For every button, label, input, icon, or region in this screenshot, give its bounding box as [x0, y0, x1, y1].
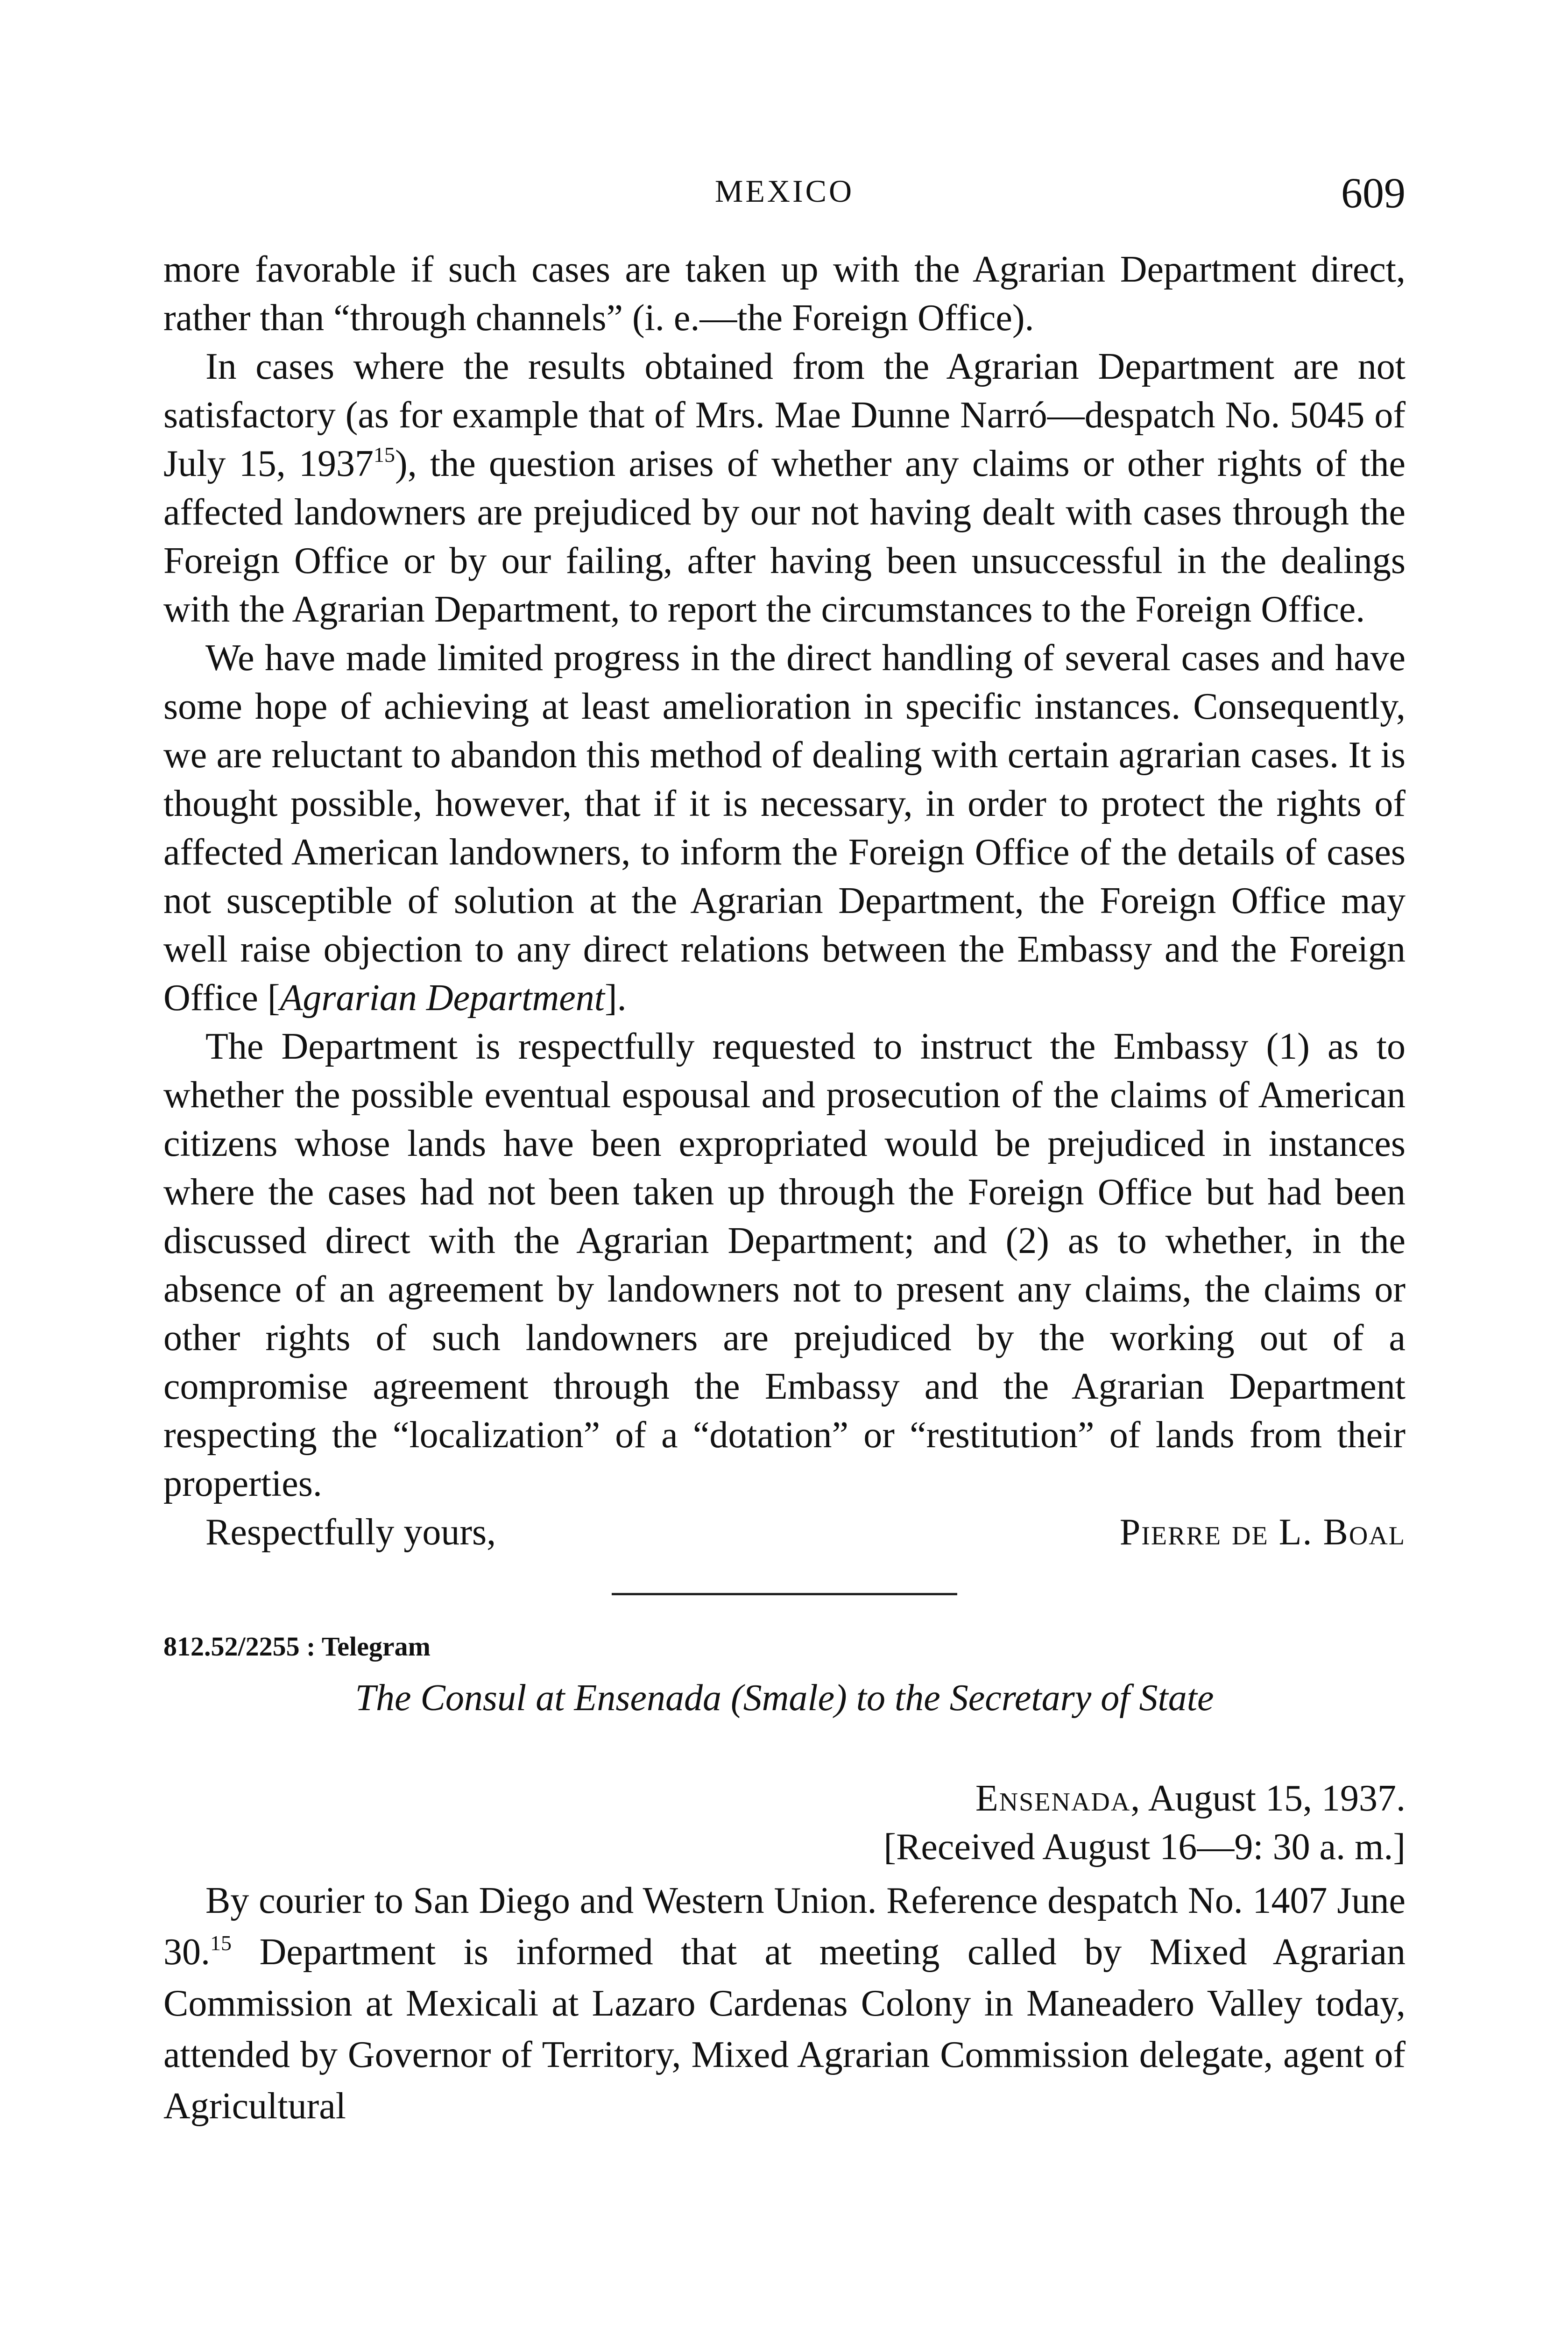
footnote-ref: 15	[374, 443, 396, 467]
paragraph-3	[163, 634, 1406, 1022]
main-text	[163, 245, 1406, 2132]
signer: Pierre de L. Boal	[1119, 1512, 1406, 1553]
closing: Respectfully yours,	[205, 1512, 496, 1553]
telegram-text-b: Department is informed that at meeting called by Mixed Agrarian Commission at Mexicali at Lazaro Cardenas Colony in Maneadero Valley today, attended by Governor of Territory, Mixed Agrarian Commission delegate, agent of Agricultural	[163, 1932, 1406, 2127]
paragraph-3-text-b: ].	[605, 977, 627, 1019]
file-reference: 812.52/2255 : Telegram	[163, 1631, 431, 1662]
dateline-date: August 15, 1937.	[1141, 1778, 1406, 1819]
page-number: 609	[1341, 169, 1406, 217]
paragraph-3-text-a: We have made limited progress in the direct handling of several cases and have some hope of achieving at least amelioration in specific instances. Consequently, we are reluctant to abandon this method of dealing with certain agrarian cases. It is thought possible, however, that if it is necessary, in order to protect the rights of affected American landowners, to inform the Foreign Office of the details of cases not susceptible of solution at the Agrarian Department, the Foreign Office may well raise objection to any direct relations between the Embassy and the Foreign Office [	[163, 637, 1406, 1019]
signoff	[163, 1508, 1406, 1557]
paragraph-4: The Department is respectfully requested to instruct the Embassy (1) as to whether the possible eventual espousal and prosecution of the claims of American citizens whose lands have been expropriated would be prejudiced in instances where the cases had not been taken up through the Foreign Office but had been discussed direct with the Agrarian Department; and (2) as to whether, in the absence of an agreement by landowners not to present any claims, the claims or other rights of such landowners are prejudiced by the working out of a compromise agreement through the Embassy and the Agrarian Department respecting the “localization” of a “dotation” or “restitution” of lands from their properties.	[163, 1026, 1406, 1504]
dateline	[163, 1774, 1406, 1823]
paragraph-2-text-b: ), the question arises of whether any claims or other rights of the affected landowners are prejudiced by our not having dealt with cases through the Foreign Office or by our failing, after having been unsuccessful in the dealings with the Agrarian Department, to report the circumstances to the Foreign Office.	[163, 443, 1406, 630]
document-title: The Consul at Ensenada (Smale) to the Secretary of State	[355, 1677, 1214, 1719]
telegram-text	[163, 1875, 1406, 2132]
paragraph-2-text-a: In cases where the results obtained from the Agrarian Department are not satisfactory (as for example that of Mrs. Mae Dunne Narró—despatch No. 5045 of July 15, 1937	[163, 346, 1406, 484]
paragraph-2	[163, 342, 1406, 634]
footnote-ref: 15	[210, 1931, 232, 1955]
page-header	[163, 168, 1406, 219]
paragraph-1: more favorable if such cases are taken up with the Agrarian Department direct, rather than “through channels” (i. e.—the Foreign Office).	[163, 249, 1406, 339]
dateline-place: Ensenada,	[975, 1778, 1141, 1819]
telegram-text-a: By courier to San Diego and Western Union. Reference despatch No. 1407 June 30.	[163, 1880, 1406, 1973]
bracketed-insertion: Agrarian Department	[280, 977, 605, 1019]
running-head: MEXICO	[714, 173, 855, 209]
section-divider	[612, 1593, 957, 1595]
received-note: [Received August 16—9: 30 a. m.]	[883, 1826, 1406, 1868]
